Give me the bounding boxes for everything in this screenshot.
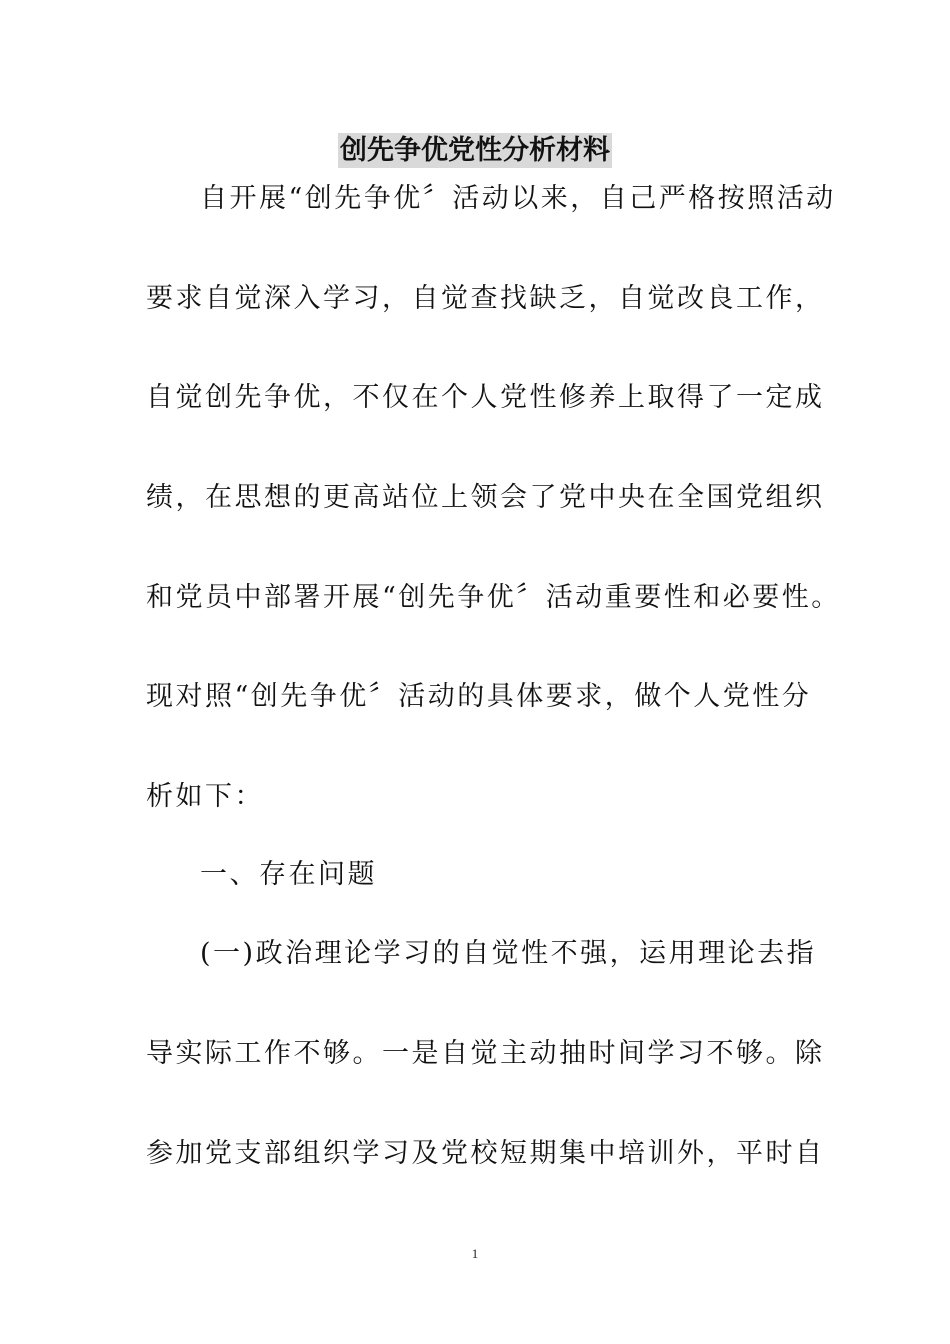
paragraph-line-1: 自开展“创先争优〞活动以来，自己严格按照活动 xyxy=(200,183,836,214)
page-number: 1 xyxy=(471,1246,479,1261)
paragraph-line-7: 析如下： xyxy=(146,781,264,812)
paragraph-line-9: (一)政治理论学习的自觉性不强，运用理论去指 xyxy=(200,938,817,969)
paragraph-line-10: 导实际工作不够。一是自觉主动抽时间学习不够。除 xyxy=(146,1038,825,1069)
paragraph-line-3: 自觉创先争优，不仅在个人党性修养上取得了一定成 xyxy=(146,382,825,413)
paragraph-line-4: 绩，在思想的更高站位上领会了党中央在全国党组织 xyxy=(146,482,825,513)
document-title-wrap xyxy=(0,129,950,173)
document-title: 创先争优党性分析材料 xyxy=(340,135,610,166)
paragraph-line-6: 现对照“创先争优〞活动的具体要求，做个人党性分 xyxy=(146,681,812,712)
paragraph-line-2: 要求自觉深入学习，自觉查找缺乏，自觉改良工作， xyxy=(146,283,825,314)
paragraph-line-5: 和党员中部署开展“创先争优〞活动重要性和必要性。 xyxy=(146,582,841,613)
section-heading: 一、存在问题 xyxy=(200,859,377,890)
paragraph-line-11: 参加党支部组织学习及党校短期集中培训外，平时自 xyxy=(146,1138,825,1169)
